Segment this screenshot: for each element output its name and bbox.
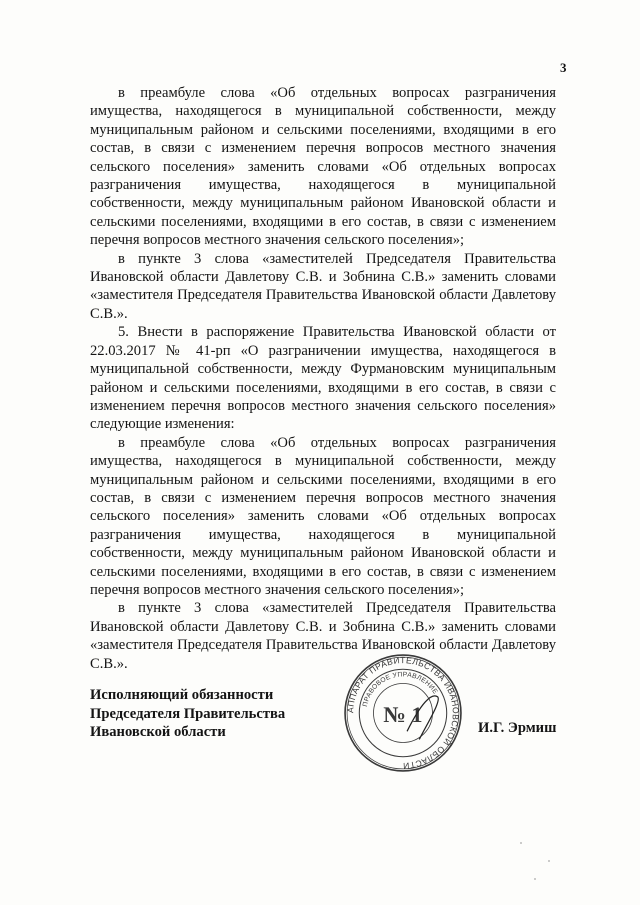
- signatory-title-line: Исполняющий обязанности: [90, 687, 274, 703]
- official-stamp: [342, 652, 464, 774]
- stamp-number: № 1: [383, 702, 423, 728]
- paragraph: в преамбуле слова «Об отдельных вопросах разграничения имущества, находящегося в муниципальной собственности, между муниципальным районом и сельскими поселениями, входящими в его состав, в связи с изменением перечня вопросов местного значения сельского поселения» заменить словами «Об отдельных вопросах разграничения имущества, находящегося в муниципальной собственности, между муниципальным районом Ивановской области и сельскими поселениями, входящими в его состав, в связи с изменением перечня вопросов местного значения сельского поселения»;: [90, 434, 556, 598]
- page-number: 3: [560, 60, 567, 75]
- stamp-outer-text: АППАРАТ ПРАВИТЕЛЬСТВА ИВАНОВСКОЙ ОБЛАСТИ: [345, 655, 461, 771]
- scan-speck: [534, 878, 536, 880]
- signatory-title-line: Председателя Правительства: [90, 705, 286, 722]
- document-body: [90, 84, 556, 673]
- paragraph: в преамбуле слова «Об отдельных вопросах разграничения имущества, находящегося в муниципальной собственности, между муниципальным районом и сельскими поселениями, входящими в его состав, в связи с изменением перечня вопросов местного значения сельского поселения» заменить словами «Об отдельных вопросах разграничения имущества, находящегося в муниципальной собственности, между муниципальным районом Ивановской области и сельскими поселениями, входящими в его состав, в связи с изменением перечня вопросов местного значения сельского поселения»;: [90, 85, 556, 249]
- signatory-title: [90, 686, 330, 742]
- stamp-inner-text: ПРАВОВОЕ УПРАВЛЕНИЕ: [361, 671, 439, 708]
- paragraph: в пункте 3 слова «заместителей Председателя Правительства Ивановской области Давлетову С.В. и Зобнина С.В.» заменить словами «заместителя Председателя Правительства Ивановской области Давлетову С.В.».: [90, 250, 556, 322]
- paragraph: 5. Внести в распоряжение Правительства Ивановской области от 22.03.2017 № 41-рп «О разграничении имущества, находящегося в муниципальной собственности, между Фурмановским муниципальным районом и сельскими поселениями, входящими в его состав, в связи с изменением перечня вопросов местного значения сельского поселения» следующие изменения:: [90, 324, 556, 433]
- scan-speck: [520, 842, 522, 844]
- stamp-seal-icon: [342, 652, 464, 774]
- scan-speck: [548, 860, 550, 862]
- signatory-name: И.Г. Эрмиш: [478, 720, 557, 736]
- signatory-title-line: Ивановской области: [90, 724, 226, 741]
- paragraph: в пункте 3 слова «заместителей Председателя Правительства Ивановской области Давлетову С.В. и Зобнина С.В.» заменить словами «заместителя Председателя Правительства Ивановской области Давлетову С.В.».: [90, 600, 556, 672]
